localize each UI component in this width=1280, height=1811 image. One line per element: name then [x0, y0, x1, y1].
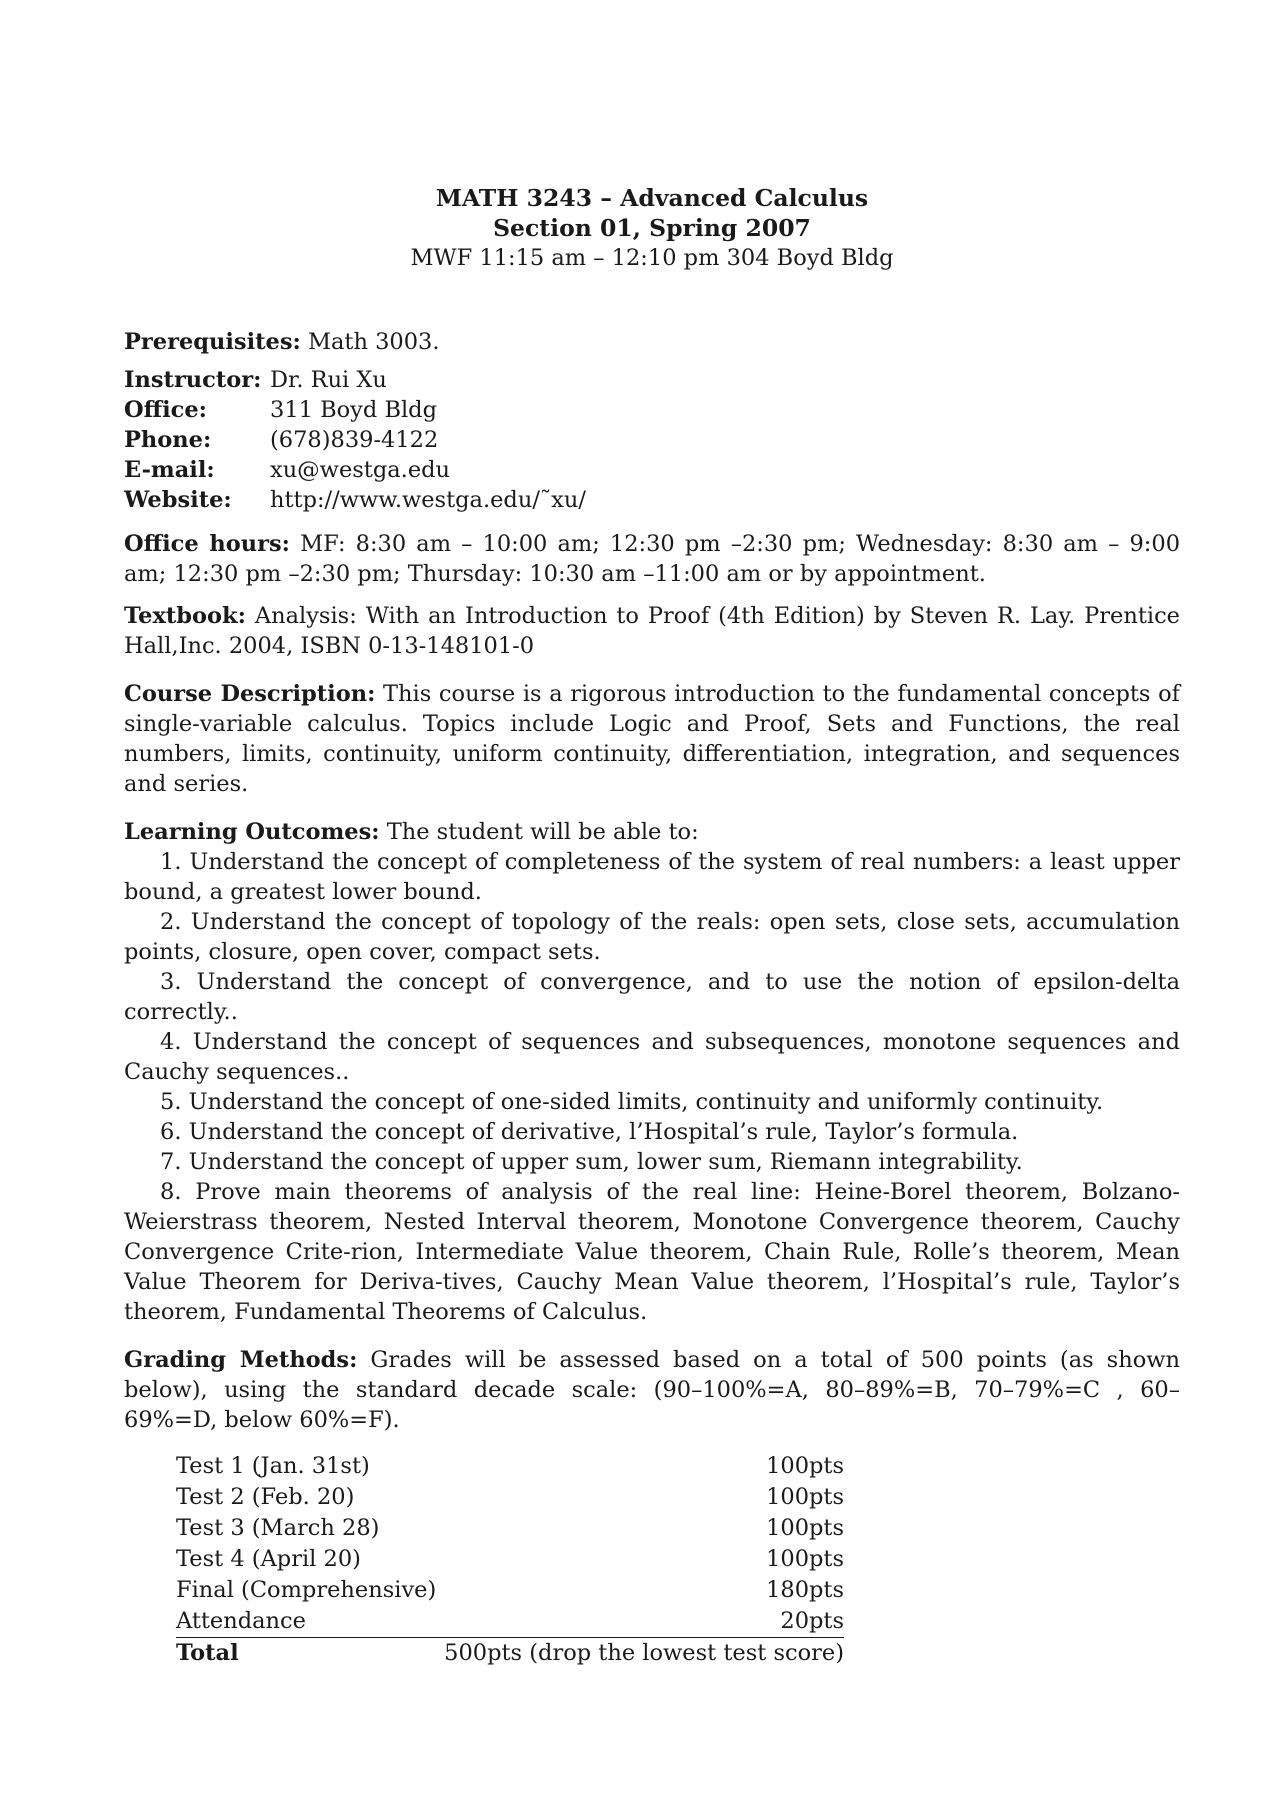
grading-section	[124, 1345, 1180, 1435]
outcome-item: 3. Understand the concept of convergence, and to use the notion of epsilon-delta correctly..	[124, 969, 1180, 1025]
grade-points: 100pts	[766, 1453, 844, 1479]
table-total-row	[176, 1638, 844, 1669]
textbook-text: Analysis: With an Introduction to Proof (4th Edition) by Steven R. Lay. Prentice Hall,Inc. 2004, ISBN 0-13-148101-0	[124, 603, 1180, 659]
website-value: http://www.westga.edu/˜xu/	[270, 487, 586, 513]
learning-outcomes-heading	[124, 817, 1180, 847]
phone-label: Phone:	[124, 427, 212, 453]
grade-points: 20pts	[439, 1606, 844, 1638]
grade-points: 100pts	[766, 1484, 844, 1510]
outcome-item: 7. Understand the concept of upper sum, lower sum, Riemann integrability.	[160, 1149, 1023, 1175]
grading-table	[176, 1451, 844, 1668]
table-row	[176, 1606, 844, 1638]
grading-label: Grading Methods:	[124, 1347, 358, 1373]
outcome-item: 5. Understand the concept of one-sided limits, continuity and uniformly continuity.	[160, 1089, 1104, 1115]
email-label: E-mail:	[124, 457, 215, 483]
prerequisites-value: Math 3003.	[307, 329, 440, 355]
learning-outcomes-section	[124, 817, 1180, 1327]
table-row	[176, 1513, 844, 1544]
grading-text: Grades will be assessed based on a total of 500 points (as shown below), using the standard decade scale: (90–100%=A, 80–89%=B, 70–79%=C , 60–69%=D, below 60%=F).	[124, 1347, 1181, 1433]
website-label: Website:	[124, 487, 232, 513]
prerequisites-section	[124, 327, 1180, 357]
grade-item: Final (Comprehensive)	[176, 1577, 437, 1603]
total-label: Total	[176, 1640, 239, 1666]
grade-item: Test 1 (Jan. 31st)	[176, 1453, 370, 1479]
course-description-text: This course is a rigorous introduction to the fundamental concepts of single-variable calculus. Topics include Logic and Proof, Sets and Functions, the real numbers, limits, continuity, uniform continuity, differentiation, integration, and sequences and series.	[124, 681, 1181, 797]
course-description-label: Course Description:	[124, 681, 376, 707]
grade-points: 100pts	[766, 1515, 844, 1541]
meeting-time: MWF 11:15 am – 12:10 pm 304 Boyd Bldg	[410, 245, 894, 271]
office-label: Office:	[124, 397, 207, 423]
grade-item: Test 2 (Feb. 20)	[176, 1484, 355, 1510]
document-header	[124, 183, 1180, 273]
outcome-item: 1. Understand the concept of completeness of the system of real numbers: a least upper bound, a greatest lower bound.	[124, 849, 1180, 905]
grade-item: Test 4 (April 20)	[176, 1546, 361, 1572]
instructor-label: Instructor:	[124, 367, 262, 393]
grade-points: 100pts	[766, 1546, 844, 1572]
contact-block	[124, 365, 1180, 515]
textbook-label: Textbook:	[124, 603, 246, 629]
office-hours-label: Office hours:	[124, 531, 290, 557]
total-points: 500pts (drop the lowest test score)	[444, 1640, 844, 1666]
table-row	[176, 1451, 844, 1482]
table-row	[176, 1575, 844, 1606]
outcome-item: 6. Understand the concept of derivative, l’Hospital’s rule, Taylor’s formula.	[160, 1119, 1019, 1145]
office-hours-text: MF: 8:30 am – 10:00 am; 12:30 pm –2:30 pm; Wednesday: 8:30 am – 9:00 am; 12:30 pm –2:30 pm; Thursday: 10:30 am –11:00 am or by appointment.	[124, 531, 1181, 587]
table-row	[176, 1544, 844, 1575]
instructor-value: Dr. Rui Xu	[270, 367, 387, 393]
table-row	[176, 1482, 844, 1513]
email-value: xu@westga.edu	[270, 457, 451, 483]
outcome-item: 8. Prove main theorems of analysis of the real line: Heine-Borel theorem, Bolzano-Weierstrass theorem, Nested Interval theorem, Monotone Convergence theorem, Cauchy Convergence Crite-rion, Intermediate Value theorem, Chain Rule, Rolle’s theorem, Mean Value Theorem for Deriva-tives, Cauchy Mean Value theorem, l’Hospital’s rule, Taylor’s theorem, Fundamental Theorems of Calculus.	[124, 1179, 1180, 1325]
textbook-section	[124, 601, 1180, 661]
syllabus-page	[124, 183, 1180, 1668]
phone-value: (678)839-4122	[270, 427, 439, 453]
grade-points: 180pts	[766, 1577, 844, 1603]
course-section: Section 01, Spring 2007	[493, 214, 811, 242]
office-hours-section	[124, 529, 1180, 589]
learning-outcomes-intro: The student will be able to:	[386, 819, 699, 845]
grade-item: Attendance	[176, 1606, 439, 1638]
office-value: 311 Boyd Bldg	[270, 397, 437, 423]
learning-outcomes-label: Learning Outcomes:	[124, 819, 380, 845]
grade-item: Test 3 (March 28)	[176, 1515, 380, 1541]
course-description-section	[124, 679, 1180, 799]
outcome-item: 4. Understand the concept of sequences and subsequences, monotone sequences and Cauchy sequences..	[124, 1029, 1180, 1085]
prerequisites-label: Prerequisites:	[124, 329, 301, 355]
outcome-item: 2. Understand the concept of topology of the reals: open sets, close sets, accumulation points, closure, open cover, compact sets.	[124, 909, 1180, 965]
course-title: MATH 3243 – Advanced Calculus	[435, 184, 869, 212]
